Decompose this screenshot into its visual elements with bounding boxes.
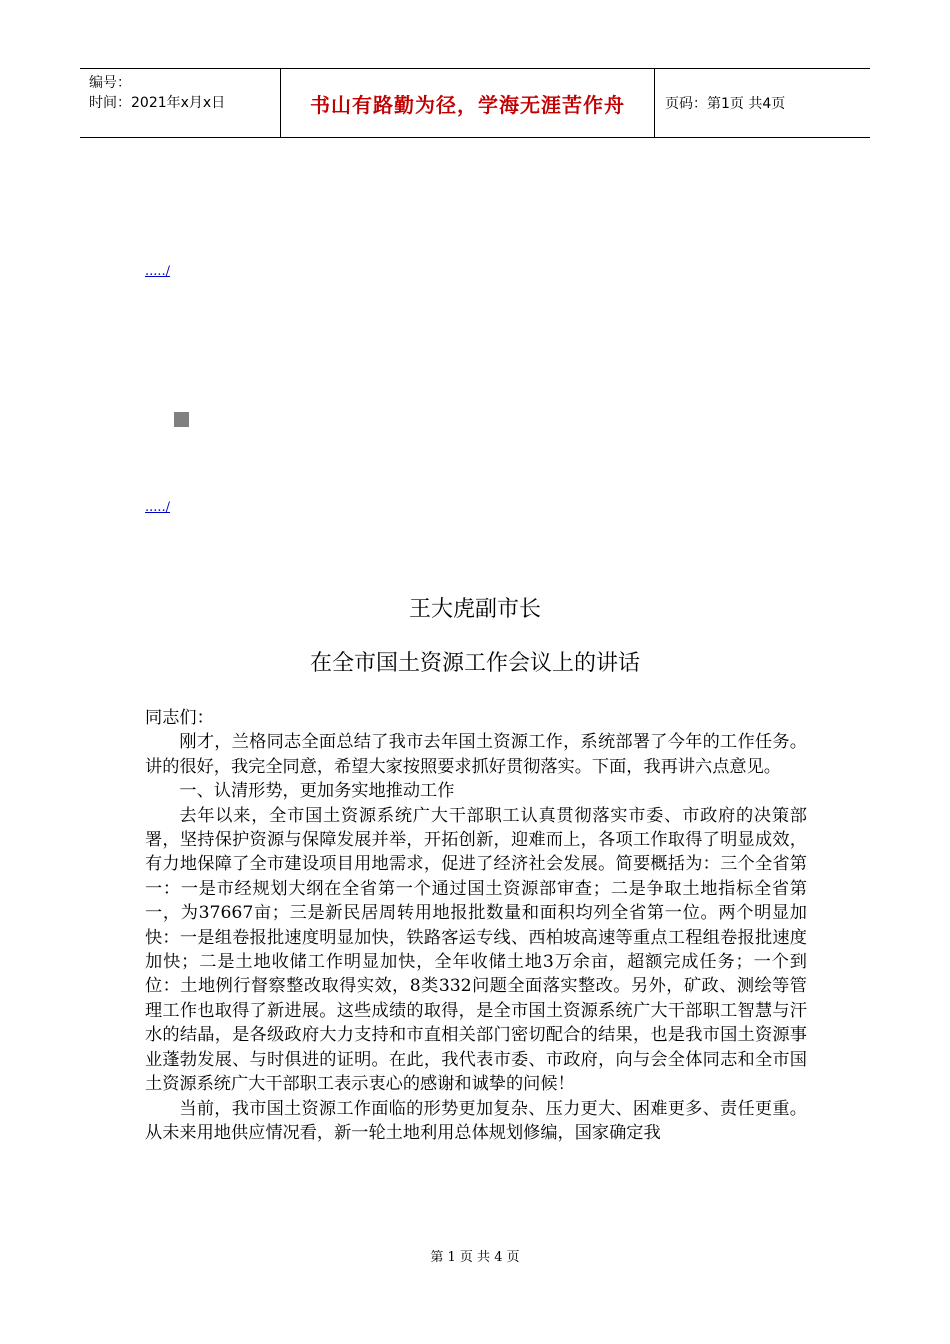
header-table — [80, 68, 870, 138]
greeting: 同志们： — [145, 708, 214, 728]
header-meta — [80, 69, 281, 137]
link-top[interactable]: ...../ — [145, 264, 171, 279]
number-label: 编号： — [89, 75, 131, 91]
title-line2: 在全市国土资源工作会议上的讲话 — [309, 651, 640, 676]
title-line1: 王大虎副市长 — [408, 597, 541, 622]
header-motto: 书山有路勤为径，学海无涯苦作舟 — [281, 69, 655, 137]
paragraph-1: 刚才，兰格同志全面总结了我市去年国土资源工作，系统部署了今年的工作任务。讲的很好，我完全同意，希望大家按照要求抓好贯彻落实。下面，我再讲六点意见。 — [145, 732, 807, 777]
paragraph-2: 去年以来，全市国土资源系统广大干部职工认真贯彻落实市委、市政府的决策部署，坚持保护资源与保障发展并举，开拓创新，迎难而上，各项工作取得了明显成效，有力地保障了全市建设项目用地需求，促进了经济社会发展。简要概括为：三个全省第一：一是市经规划大纲在全省第一个通过国土资源部审查；二是争取土地指标全省第一，为37667亩；三是新民居周转用地报批数量和面积均列全省第一位。两个明显加快：一是组卷报批速度明显加快，铁路客运专线、西柏坡高速等重点工程组卷报批速度加快；二是土地收储工作明显加快，全年收储土地3万余亩，超额完成任务；一个到位：土地例行督察整改取得实效，8类332问题全面落实整改。另外，矿政、测绘等管理工作也取得了新进展。这些成绩的取得，是全市国土资源系统广大干部职工智慧与汗水的结晶，是各级政府大力支持和市直相关部门密切配合的结果，也是我市国土资源事业蓬勃发展、与时俱进的证明。在此，我代表市委、市政府，向与会全体同志和全市国土资源系统广大干部职工表示衷心的感谢和诚挚的问候！ — [145, 805, 807, 1095]
page-footer: 第 1 页 共 4 页 — [430, 1250, 520, 1265]
speech-body — [145, 706, 807, 1145]
paragraph-3: 当前，我市国土资源工作面临的形势更加复杂、压力更大、困难更多、责任更重。从未来用地供应情况看，新一轮土地利用总体规划修编，国家确定我 — [145, 1098, 807, 1143]
time-label: 时间：2021年x月x日 — [89, 95, 226, 111]
square-icon — [174, 412, 189, 427]
section-heading-1: 一、认清形势，更加务实地推动工作 — [179, 781, 455, 802]
link-bottom[interactable]: ...../ — [145, 500, 171, 515]
header-page-info: 页码：第1页 共4页 — [665, 96, 786, 112]
